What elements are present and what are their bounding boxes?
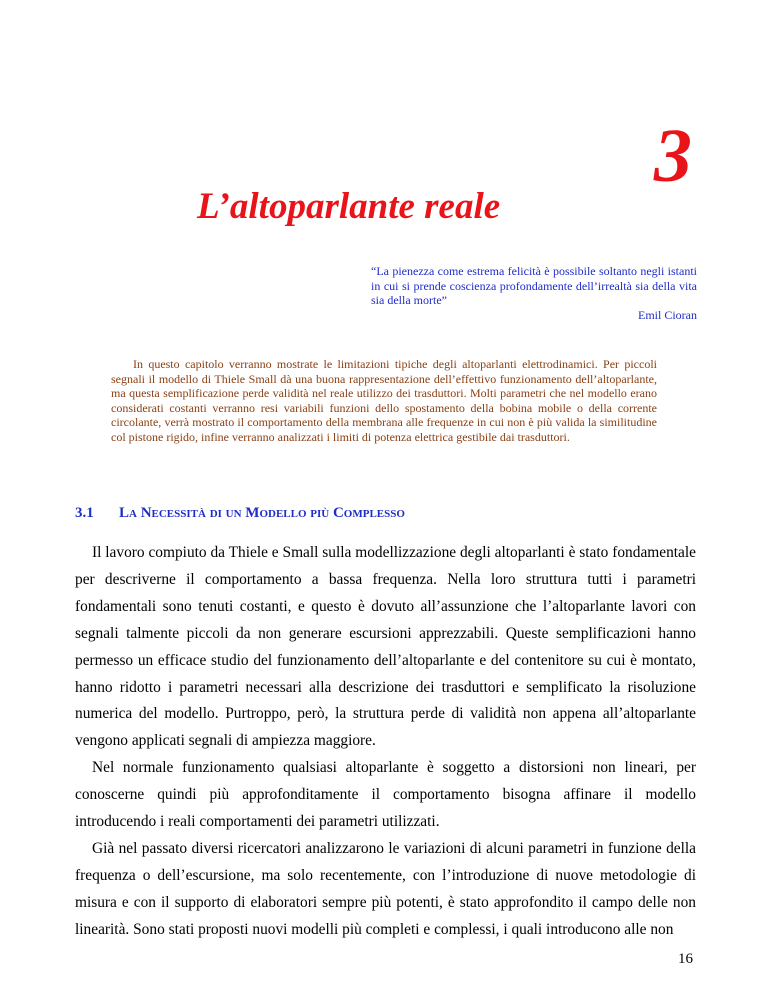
body-paragraph: Nel normale funzionamento qualsiasi altoparlante è soggetto a distorsioni non lineari, per conoscerne quindi più approfonditamente il comportamento bisogna affinare il modello introducendo i reali comportamenti dei parametri utilizzati. xyxy=(75,759,696,831)
body-paragraph: Già nel passato diversi ricercatori analizzarono le variazioni di alcuni parametri in funzione della frequenza o dell’escursione, ma solo recentemente, con l’introduzione di nuove metodologie di misura e con il supporto di elaboratori sempre più potenti, è stato approfondito il campo delle non linearità. Sono stati proposti nuovi modelli più completi e complessi, i quali introducono alle non xyxy=(75,839,696,938)
chapter-title: L’altoparlante reale xyxy=(197,186,501,227)
section-heading xyxy=(75,505,695,522)
epigraph-author: Emil Cioran xyxy=(638,307,697,322)
page-number: 16 xyxy=(678,951,693,967)
section-title: La Necessità di un Modello più Complesso xyxy=(119,505,405,521)
chapter-number: 3 xyxy=(654,114,692,198)
section-number: 3.1 xyxy=(75,505,94,521)
body-text xyxy=(75,540,696,944)
chapter-abstract: In questo capitolo verranno mostrate le limitazioni tipiche degli altoparlanti elettrodinamici. Per piccoli segnali il modello di Thiele Small dà una buona rappresentazione dell’effettivo funzionamento dell’altoparlante, ma questa semplificazione perde validità nel reale utilizzo dei trasduttori. Molti parametri che nel modello erano considerati costanti verranno resi variabili funzioni dello spostamento della bobina mobile o della corrente circolante, verrà mostrato il comportamento della membrana alle frequenze in cui non è più valida la similitudine col pistone rigido, infine verranno analizzati i limiti di potenza elettrica gestibile dai trasduttori. xyxy=(111,357,657,444)
epigraph-quote: “La pienezza come estrema felicità è possibile soltanto negli istanti in cui si prende coscienza profondamente dell’irrealtà sia della vita sia della morte” xyxy=(371,264,697,307)
epigraph xyxy=(371,264,697,322)
body-paragraph: Il lavoro compiuto da Thiele e Small sulla modellizzazione degli altoparlanti è stato fondamentale per descriverne il comportamento a bassa frequenza. Nella loro struttura tutti i parametri fondamentali sono tenuti costanti, e questo è dovuto all’assunzione che l’altoparlante lavori con segnali talmente piccoli da non generare escursioni apprezzabili. Queste semplificazioni hanno permesso un efficace studio del funzionamento dell’altoparlante e del contenitore su cui è montato, hanno ridotto i parametri necessari alla descrizione dei trasduttori e semplificato la risoluzione numerica del modello. Purtroppo, però, la struttura perde di validità non appena all’altoparlante vengono applicati segnali di ampiezza maggiore. xyxy=(75,544,696,750)
